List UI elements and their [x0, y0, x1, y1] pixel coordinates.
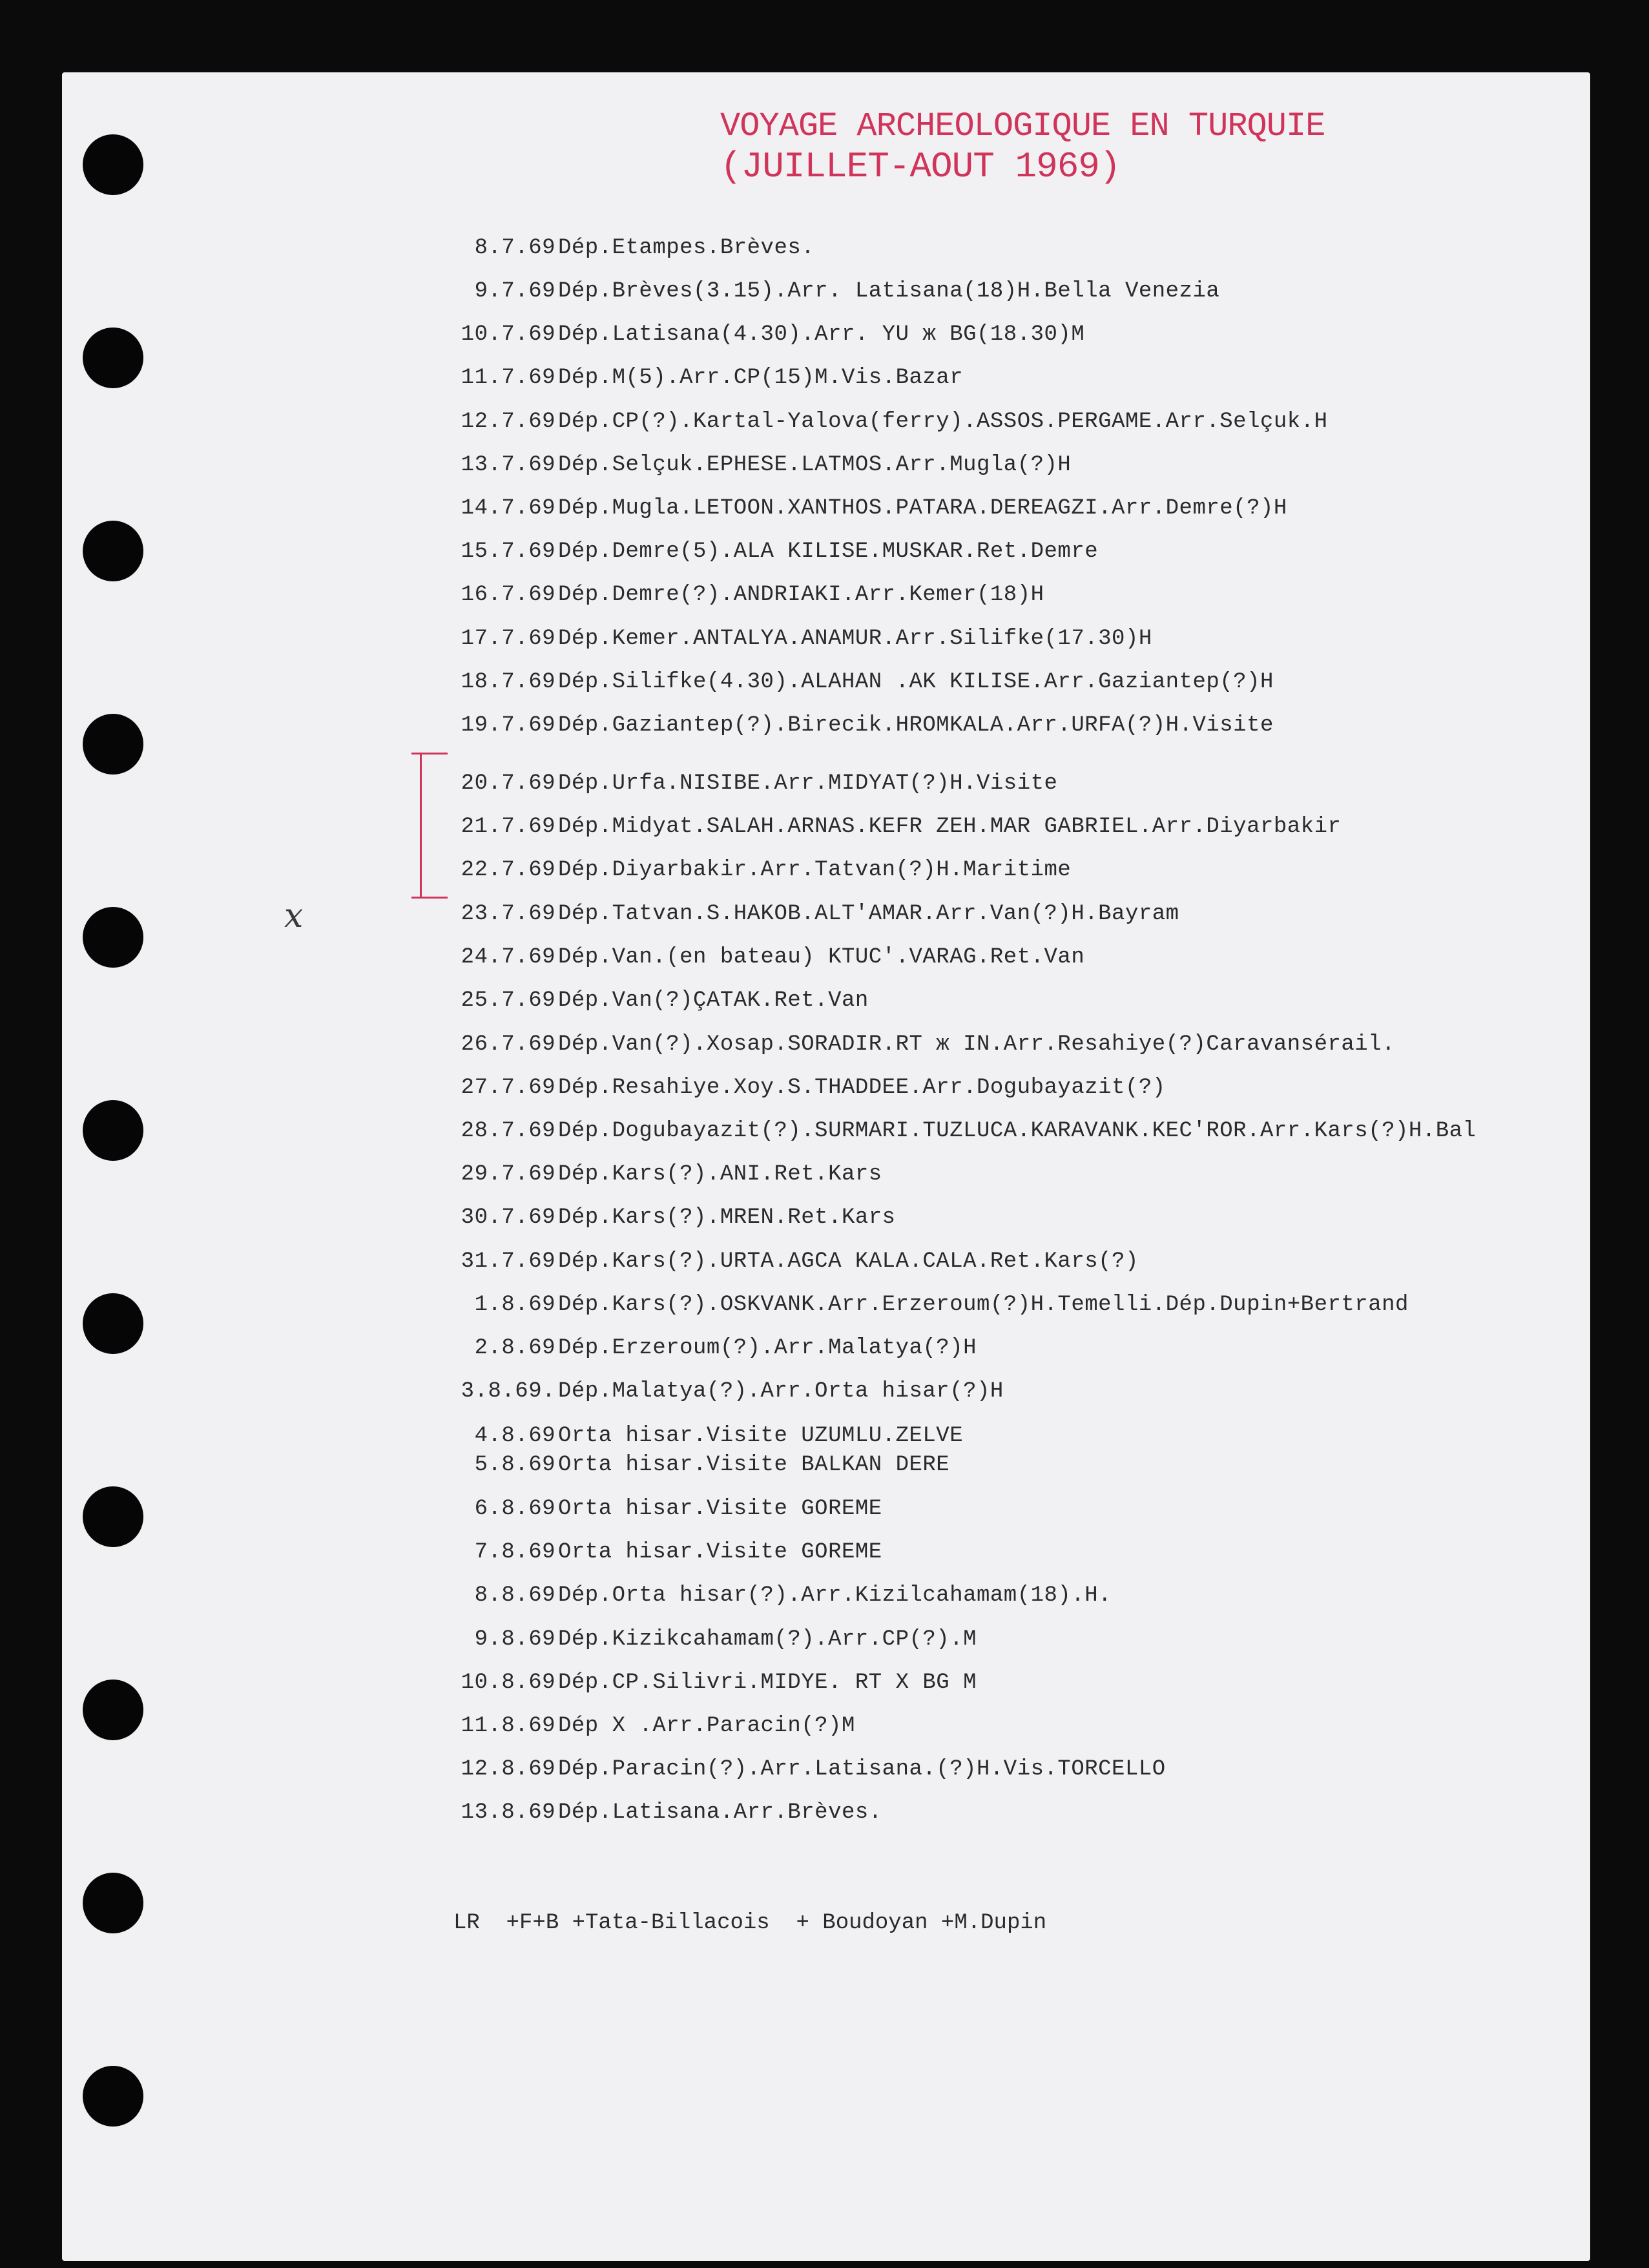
itinerary-row — [446, 902, 1179, 926]
itinerary-row — [446, 1757, 1166, 1782]
itinerary-row — [446, 1670, 977, 1695]
binder-hole-5 — [83, 907, 143, 968]
itinerary-text: Orta hisar.Visite GOREME — [558, 1497, 882, 1521]
itinerary-text: Dép.Kemer.ANTALYA.ANAMUR.Arr.Silifke(17.30)H — [558, 627, 1152, 651]
itinerary-row — [446, 1249, 1139, 1274]
binder-hole-9 — [83, 1680, 143, 1740]
itinerary-row — [446, 858, 1071, 882]
itinerary-text: Dép.Kars(?).URTA.AGCA KALA.CALA.Ret.Kars(?) — [558, 1249, 1139, 1274]
itinerary-row — [446, 945, 1084, 970]
itinerary-text: Orta hisar.Visite GOREME — [558, 1540, 882, 1565]
itinerary-date: 13.8.69 — [461, 1800, 555, 1825]
itinerary-text: Dép.Malatya(?).Arr.Orta hisar(?)H — [558, 1379, 1004, 1404]
itinerary-row — [446, 1627, 977, 1652]
itinerary-text: Dép.Van(?).Xosap.SORADIR.RT ж IN.Arr.Resahiye(?)Caravansérail. — [558, 1032, 1396, 1057]
itinerary-date: 13.7.69 — [461, 453, 555, 477]
itinerary-date: 11.8.69 — [461, 1714, 555, 1738]
itinerary-row — [446, 1379, 1004, 1404]
itinerary-row — [446, 1497, 882, 1521]
red-margin-bracket — [420, 753, 448, 899]
itinerary-row — [446, 1205, 896, 1230]
itinerary-row — [446, 1453, 949, 1477]
itinerary-text: Orta hisar.Visite BALKAN DERE — [558, 1453, 950, 1477]
itinerary-date: 31.7.69 — [461, 1249, 555, 1274]
margin-handwritten-mark: x — [284, 897, 304, 935]
itinerary-date: 15.7.69 — [461, 539, 555, 564]
itinerary-date: 27.7.69 — [461, 1076, 555, 1100]
itinerary-row — [446, 1336, 977, 1360]
itinerary-text: Dép.Van(?)ÇATAK.Ret.Van — [558, 988, 869, 1013]
itinerary-date: 7.8.69 — [474, 1540, 555, 1565]
itinerary-row — [446, 1424, 963, 1448]
itinerary-date: 24.7.69 — [461, 945, 555, 970]
itinerary-text: Dép.Latisana(4.30).Arr. YU ж BG(18.30)M — [558, 322, 1085, 347]
itinerary-date: 5.8.69 — [474, 1453, 555, 1477]
itinerary-row — [446, 1076, 1166, 1100]
itinerary-text: Dép.Van.(en bateau) KTUC'.VARAG.Ret.Van — [558, 945, 1085, 970]
itinerary-text: Dép.Erzeroum(?).Arr.Malatya(?)H — [558, 1336, 977, 1360]
itinerary-date: 17.7.69 — [461, 627, 555, 651]
itinerary-row — [446, 1540, 882, 1565]
itinerary-row — [446, 713, 1274, 738]
itinerary-text: Dép.Kars(?).MREN.Ret.Kars — [558, 1205, 896, 1230]
itinerary-date: 4.8.69 — [474, 1424, 555, 1448]
itinerary-date: 3.8.69. — [461, 1379, 555, 1404]
itinerary-date: 21.7.69 — [461, 815, 555, 839]
itinerary-row — [446, 496, 1287, 521]
itinerary-date: 28.7.69 — [461, 1119, 555, 1143]
itinerary-row — [446, 771, 1057, 796]
itinerary-date: 29.7.69 — [461, 1162, 555, 1187]
itinerary-row — [446, 988, 869, 1013]
itinerary-text: Dép.Demre(?).ANDRIAKI.Arr.Kemer(18)H — [558, 583, 1044, 607]
document-subtitle: (JUILLET-AOUT 1969) — [720, 146, 1121, 187]
itinerary-text: Dép X .Arr.Paracin(?)M — [558, 1714, 855, 1738]
itinerary-text: Dép.Latisana.Arr.Brèves. — [558, 1800, 882, 1825]
itinerary-row — [446, 322, 1084, 347]
itinerary-row — [446, 1293, 1409, 1317]
itinerary-row — [446, 1162, 882, 1187]
itinerary-text: Dép.Midyat.SALAH.ARNAS.KEFR ZEH.MAR GABRIEL.Arr.Diyarbakir — [558, 815, 1342, 839]
itinerary-date: 6.8.69 — [474, 1497, 555, 1521]
itinerary-text: Dép.Paracin(?).Arr.Latisana.(?)H.Vis.TORCELLO — [558, 1757, 1166, 1782]
itinerary-text: Dép.Kars(?).ANI.Ret.Kars — [558, 1162, 882, 1187]
itinerary-text: Dép.Brèves(3.15).Arr. Latisana(18)H.Bella Venezia — [558, 279, 1220, 304]
itinerary-text: Dép.Etampes.Brèves. — [558, 236, 815, 260]
itinerary-date: 30.7.69 — [461, 1205, 555, 1230]
itinerary-row — [446, 453, 1071, 477]
binder-hole-1 — [83, 134, 143, 195]
itinerary-row — [446, 236, 814, 260]
itinerary-row — [446, 410, 1328, 434]
document-title: VOYAGE ARCHEOLOGIQUE EN TURQUIE — [720, 107, 1325, 145]
itinerary-text: Dép.Mugla.LETOON.XANTHOS.PATARA.DEREAGZI.Arr.Demre(?)H — [558, 496, 1287, 521]
itinerary-date: 22.7.69 — [461, 858, 555, 882]
itinerary-date: 8.8.69 — [474, 1583, 555, 1608]
itinerary-date: 26.7.69 — [461, 1032, 555, 1057]
binder-hole-11 — [83, 2066, 143, 2127]
itinerary-text: Dép.CP.Silivri.MIDYE. RT X BG M — [558, 1670, 977, 1695]
itinerary-date: 12.8.69 — [461, 1757, 555, 1782]
itinerary-row — [446, 583, 1044, 607]
itinerary-text: Dép.Kars(?).OSKVANK.Arr.Erzeroum(?)H.Temelli.Dép.Dupin+Bertrand — [558, 1293, 1409, 1317]
binder-hole-3 — [83, 521, 143, 581]
itinerary-text: Dép.Selçuk.EPHESE.LATMOS.Arr.Mugla(?)H — [558, 453, 1072, 477]
itinerary-date: 11.7.69 — [461, 366, 555, 390]
itinerary-date: 16.7.69 — [461, 583, 555, 607]
itinerary-date: 14.7.69 — [461, 496, 555, 521]
itinerary-date: 25.7.69 — [461, 988, 555, 1013]
itinerary-date: 23.7.69 — [461, 902, 555, 926]
itinerary-date: 9.7.69 — [474, 279, 555, 304]
itinerary-row — [446, 815, 1341, 839]
itinerary-date: 2.8.69 — [474, 1336, 555, 1360]
itinerary-row — [446, 539, 1098, 564]
itinerary-row — [446, 1032, 1395, 1057]
itinerary-row — [446, 1800, 882, 1825]
binder-hole-4 — [83, 714, 143, 775]
itinerary-date: 12.7.69 — [461, 410, 555, 434]
itinerary-row — [446, 279, 1219, 304]
itinerary-date: 8.7.69 — [474, 236, 555, 260]
itinerary-text: Dép.Kizikcahamam(?).Arr.CP(?).M — [558, 1627, 977, 1652]
binder-hole-7 — [83, 1293, 143, 1354]
itinerary-text: Dép.Silifke(4.30).ALAHAN .AK KILISE.Arr.Gaziantep(?)H — [558, 670, 1274, 694]
itinerary-text: Orta hisar.Visite UZUMLU.ZELVE — [558, 1424, 964, 1448]
itinerary-text: Dép.M(5).Arr.CP(15)M.Vis.Bazar — [558, 366, 964, 390]
itinerary-text: Dép.Tatvan.S.HAKOB.ALT'AMAR.Arr.Van(?)H.Bayram — [558, 902, 1179, 926]
itinerary-text: Dép.Demre(5).ALA KILISE.MUSKAR.Ret.Demre — [558, 539, 1099, 564]
itinerary-text: Dép.Gaziantep(?).Birecik.HROMKALA.Arr.URFA(?)H.Visite — [558, 713, 1274, 738]
travellers-footer: LR +F+B +Tata-Billacois + Boudoyan +M.Dupin — [453, 1911, 1047, 1935]
itinerary-row — [446, 366, 963, 390]
itinerary-text: Dép.Dogubayazit(?).SURMARI.TUZLUCA.KARAVANK.KEC'ROR.Arr.Kars(?)H.Bal — [558, 1119, 1477, 1143]
binder-hole-8 — [83, 1486, 143, 1547]
itinerary-date: 18.7.69 — [461, 670, 555, 694]
binder-hole-10 — [83, 1873, 143, 1933]
itinerary-text: Dép.Diyarbakir.Arr.Tatvan(?)H.Maritime — [558, 858, 1072, 882]
itinerary-date: 9.8.69 — [474, 1627, 555, 1652]
itinerary-text: Dép.Orta hisar(?).Arr.Kizilcahamam(18).H. — [558, 1583, 1112, 1608]
itinerary-row — [446, 670, 1274, 694]
itinerary-date: 10.8.69 — [461, 1670, 555, 1695]
itinerary-text: Dép.Resahiye.Xoy.S.THADDEE.Arr.Dogubayazit(?) — [558, 1076, 1166, 1100]
itinerary-date: 19.7.69 — [461, 713, 555, 738]
itinerary-row — [446, 1119, 1476, 1143]
binder-hole-6 — [83, 1100, 143, 1161]
itinerary-date: 20.7.69 — [461, 771, 555, 796]
itinerary-row — [446, 1583, 1112, 1608]
itinerary-text: Dép.CP(?).Kartal-Yalova(ferry).ASSOS.PERGAME.Arr.Selçuk.H — [558, 410, 1328, 434]
itinerary-date: 10.7.69 — [461, 322, 555, 347]
binder-hole-2 — [83, 328, 143, 388]
itinerary-text: Dép.Urfa.NISIBE.Arr.MIDYAT(?)H.Visite — [558, 771, 1058, 796]
itinerary-row — [446, 1714, 855, 1738]
itinerary-date: 1.8.69 — [474, 1293, 555, 1317]
itinerary-row — [446, 627, 1152, 651]
